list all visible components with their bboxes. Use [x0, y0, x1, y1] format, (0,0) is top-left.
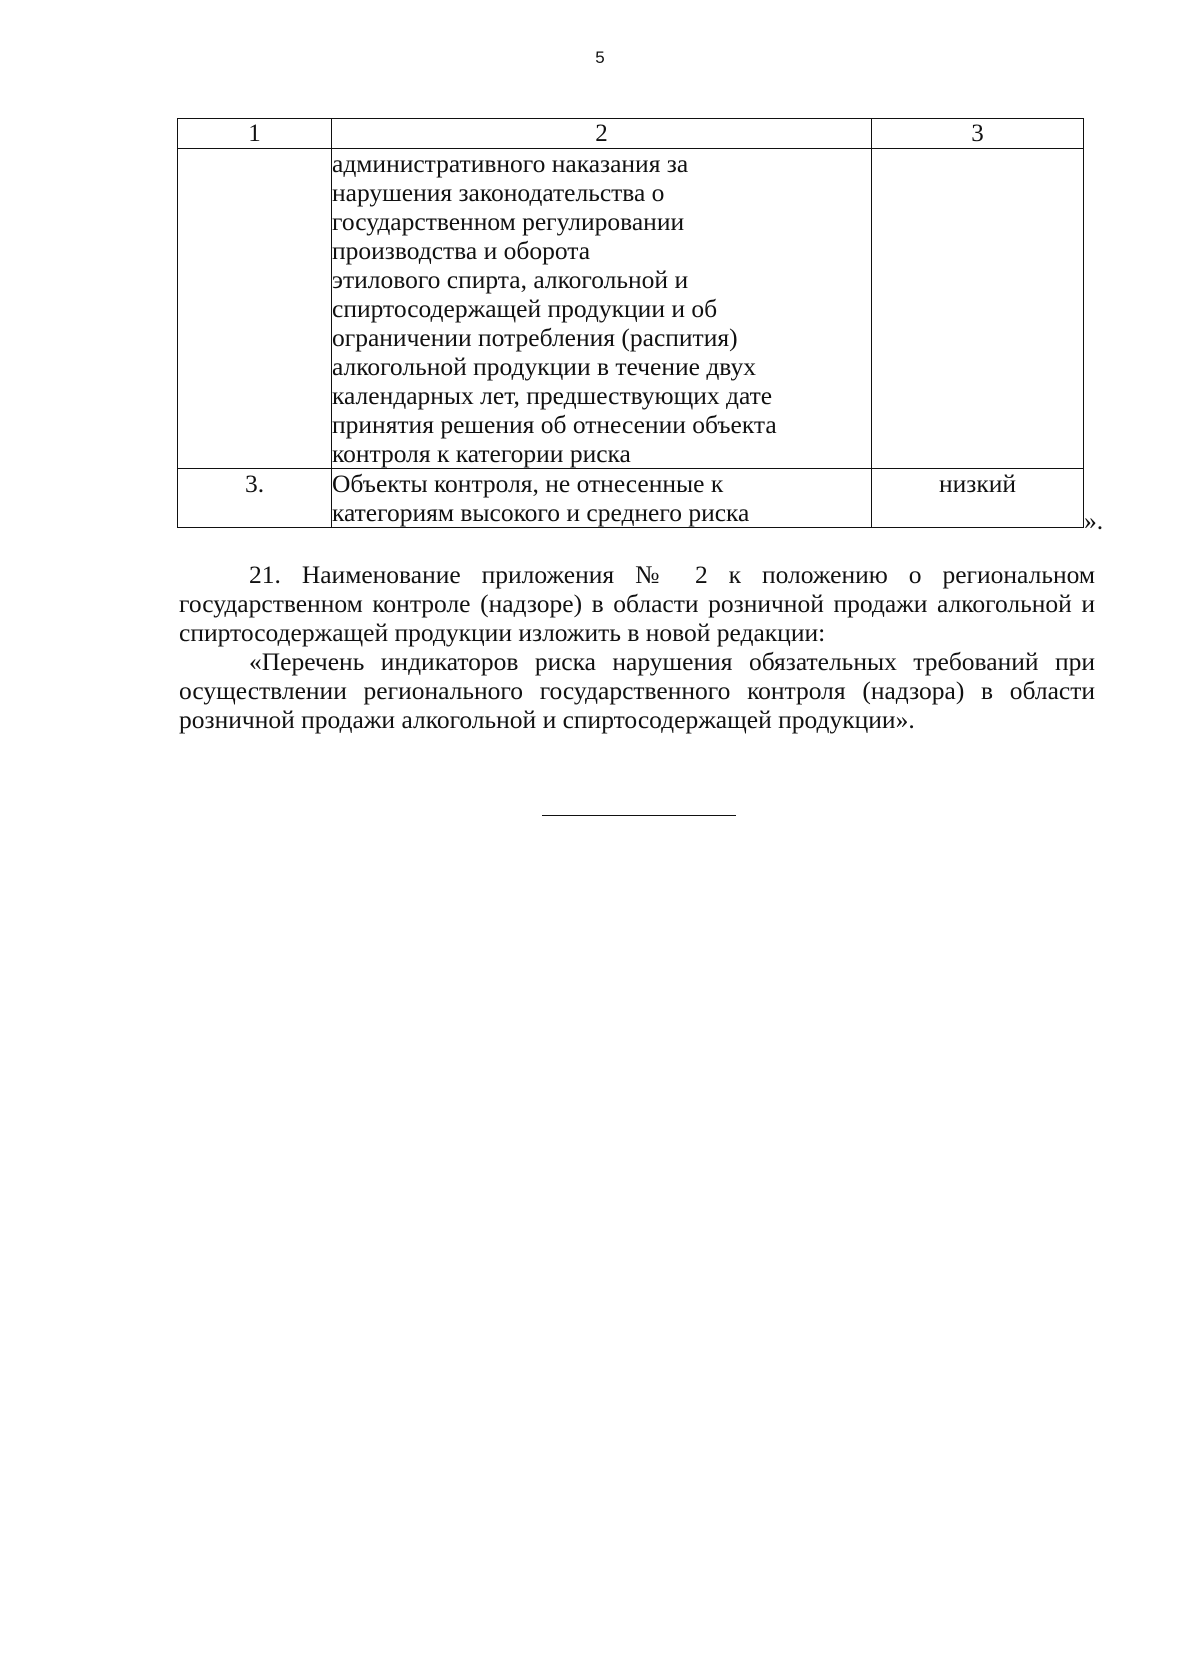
risk-category-table [177, 118, 1084, 528]
table-closing-quote: ». [1084, 506, 1104, 535]
row-number-cell: 3. [178, 469, 332, 528]
table-header-cell: 3 [872, 119, 1084, 149]
paragraph: 21. Наименование приложения № 2 к положению о региональном государственном контроле (надзоре) в области розничной продажи алкогольной и спиртосодержащей продукции изложить в новой редакции: [179, 560, 1095, 647]
table-row [178, 149, 1084, 469]
body-text [179, 560, 1095, 734]
row-number-cell [178, 149, 332, 469]
table-header-row [178, 119, 1084, 149]
paragraph: «Перечень индикаторов риска нарушения обязательных требований при осуществлении регионального государственного контроля (надзора) в области розничной продажи алкогольной и спиртосодержащей продукции». [179, 647, 1095, 734]
row-description-cell: административного наказания за нарушения законодательства о государственном регулировании производства и оборота этилового спирта, алкогольной и спиртосодержащей продукции и об ограничении потребления (распития) алкогольной продукции в течение двух календарных лет, предшествующих дате принятия решения об отнесении объекта контроля к категории риска [332, 149, 872, 469]
row-description-cell: Объекты контроля, не отнесенные к категориям высокого и среднего риска [332, 469, 872, 528]
table-row [178, 469, 1084, 528]
table-header-cell: 1 [178, 119, 332, 149]
row-category-cell [872, 149, 1084, 469]
page-number: 5 [595, 48, 605, 67]
end-separator-line [542, 815, 736, 816]
row-category-cell: низкий [872, 469, 1084, 528]
table-header-cell: 2 [332, 119, 872, 149]
